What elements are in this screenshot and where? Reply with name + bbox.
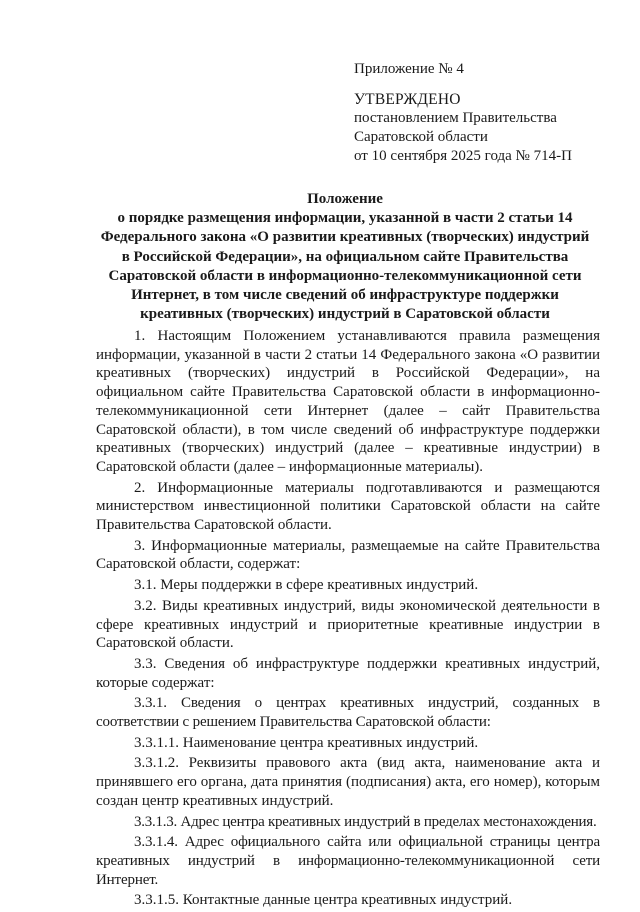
paragraph-2: 2. Информационные материалы подготавливаются и размещаются министерством инвестиционной политики Саратовской области на сайте Правительства Саратовской области. <box>96 479 600 534</box>
approval-date-line: от 10 сентября 2025 года № 714-П <box>354 148 572 164</box>
paragraph-3-3-1-4: 3.3.1.4. Адрес официального сайта или официальной страницы центра креативных индустрий в информационно-телекоммуникационной сети Интернет. <box>96 834 600 888</box>
paragraph-3: 3. Информационные материалы, размещаемые на сайте Правительства Саратовской области, содержат: <box>96 537 600 573</box>
title-line: Саратовской области в информационно-телекоммуникационной сети <box>108 267 582 284</box>
paragraph-3-3-1-1: 3.3.1.1. Наименование центра креативных индустрий. <box>134 734 479 751</box>
paragraph-3-3-1: 3.3.1. Сведения о центрах креативных индустрий, созданных в соответствии с решением Правительства Саратовской области: <box>96 695 600 731</box>
approval-resolution-line: постановлением Правительства <box>354 110 557 126</box>
title-line: креативных (творческих) индустрий в Саратовской области <box>140 306 550 323</box>
document-body <box>96 327 600 912</box>
title-line: в Российской Федерации», на официальном сайте Правительства <box>121 248 569 265</box>
paragraph-3-3: 3.3. Сведения об инфраструктуре поддержки креативных индустрий, которые содержат: <box>96 655 600 691</box>
document-title <box>60 190 630 324</box>
approval-region-line: Саратовской области <box>354 129 488 145</box>
paragraph-3-3-1-2: 3.3.1.2. Реквизиты правового акта (вид акта, наименование акта и принявшего его органа, дата принятия (подписания) акта, его номер), которым создан центр креативных индустрий. <box>96 755 600 809</box>
paragraph-3-3-1-5: 3.3.1.5. Контактные данные центра креативных индустрий. <box>134 892 513 909</box>
paragraph-1: 1. Настоящим Положением устанавливаются правила размещения информации, указанной в части 2 статьи 14 Федерального закона «О развитии креативных (творческих) индустрий в Российской Федерации», на официальном сайте Правительства Саратовской области в информационно-телекоммуникационной сети Интернет (далее – сайт Правительства Саратовской области), в том числе сведений об инфраструктуре поддержки креативных (творческих) индустрий (далее – креативные индустрии) в Саратовской области (далее – информационные материалы). <box>96 328 600 475</box>
paragraph-3-1: 3.1. Меры поддержки в сфере креативных индустрий. <box>134 577 479 594</box>
paragraph-3-3-1-3: 3.3.1.3. Адрес центра креативных индустрий в пределах местонахождения. <box>134 813 597 830</box>
title-line: Интернет, в том числе сведений об инфраструктуре поддержки <box>131 287 559 304</box>
paragraph-3-2: 3.2. Виды креативных индустрий, виды экономической деятельности в сфере креативных индустрий и приоритетные креативные индустрии в Саратовской области. <box>96 597 600 652</box>
title-line: о порядке размещения информации, указанной в части 2 статьи 14 <box>117 210 573 227</box>
annex-number: Приложение № 4 <box>354 61 464 77</box>
approval-block <box>354 60 624 166</box>
title-line: Федерального закона «О развитии креативных (творческих) индустрий <box>100 229 590 246</box>
approved-stamp-heading: УТВЕРЖДЕНО <box>354 91 461 108</box>
title-line: Положение <box>307 191 383 207</box>
